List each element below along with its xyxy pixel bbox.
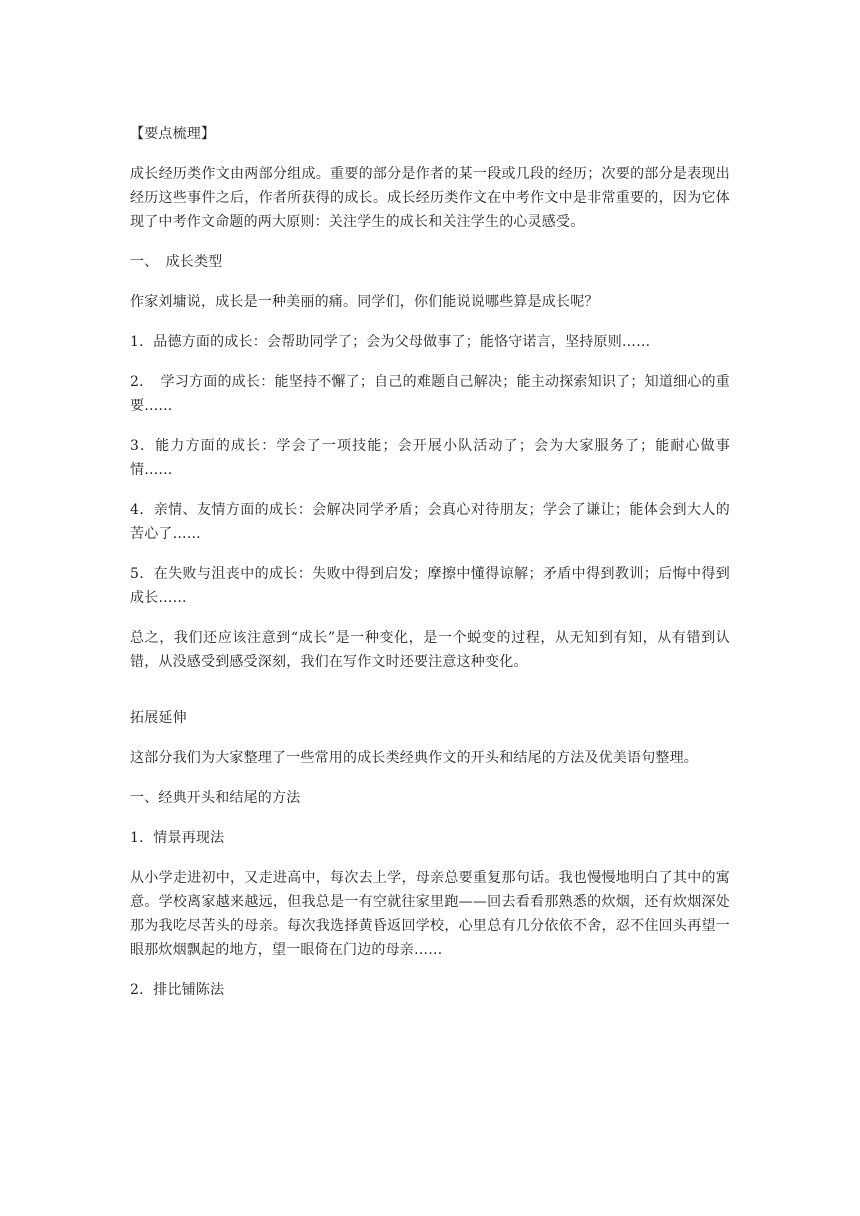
intro-paragraph: 成长经历类作文由两部分组成。重要的部分是作者的某一段或几段的经历；次要的部分是表现出经历这些事件之后，作者所获得的成长。成长经历类作文在中考作文中是非常重要的，因为它体现了中考作文命题的两大原则：关注学生的成长和关注学生的心灵感受。: [130, 166, 730, 230]
growth-types-heading: 一、 成长类型: [130, 254, 223, 270]
growth-type-item: 1．品德方面的成长：会帮助同学了；会为父母做事了；能恪守诺言，坚持原则……: [130, 334, 651, 350]
document-body: [130, 122, 730, 1018]
section-title: 【要点梳理】: [130, 126, 216, 142]
growth-type-item: 5．在失败与沮丧中的成长：失败中得到启发；摩擦中懂得谅解；矛盾中得到教训；后悔中得到成长……: [130, 566, 730, 606]
extension-title: 拓展延伸: [130, 710, 187, 726]
methods-heading: 一、经典开头和结尾的方法: [130, 790, 301, 806]
summary-paragraph: 总之，我们还应该注意到“成长”是一种变化，是一个蜕变的过程，从无知到有知，从有错到认错，从没感受到感受深刻，我们在写作文时还要注意这种变化。: [130, 630, 730, 670]
growth-type-item: 2． 学习方面的成长：能坚持不懈了；自己的难题自己解决；能主动探索知识了；知道细心的重要……: [130, 374, 730, 414]
growth-type-item: 3．能力方面的成长：学会了一项技能；会开展小队活动了；会为大家服务了；能耐心做事情……: [130, 438, 730, 478]
method-1-example: 从小学走进初中，又走进高中，每次去上学，母亲总要重复那句话。我也慢慢地明白了其中的寓意。学校离家越来越远，但我总是一有空就往家里跑——回去看看那熟悉的炊烟，还有炊烟深处那为我吃尽苦头的母亲。每次我选择黄昏返回学校，心里总有几分依依不舍，忍不住回头再望一眼那炊烟飘起的地方，望一眼倚在门边的母亲……: [130, 870, 730, 958]
growth-type-item: 4．亲情、友情方面的成长：会解决同学矛盾；会真心对待朋友；学会了谦让；能体会到大人的苦心了……: [130, 502, 730, 542]
extension-intro: 这部分我们为大家整理了一些常用的成长类经典作文的开头和结尾的方法及优美语句整理。: [130, 750, 698, 766]
method-2-title: 2．排比铺陈法: [130, 982, 225, 998]
quote-paragraph: 作家刘墉说，成长是一种美丽的痛。同学们，你们能说说哪些算是成长呢？: [130, 294, 599, 310]
method-1-title: 1．情景再现法: [130, 830, 225, 846]
